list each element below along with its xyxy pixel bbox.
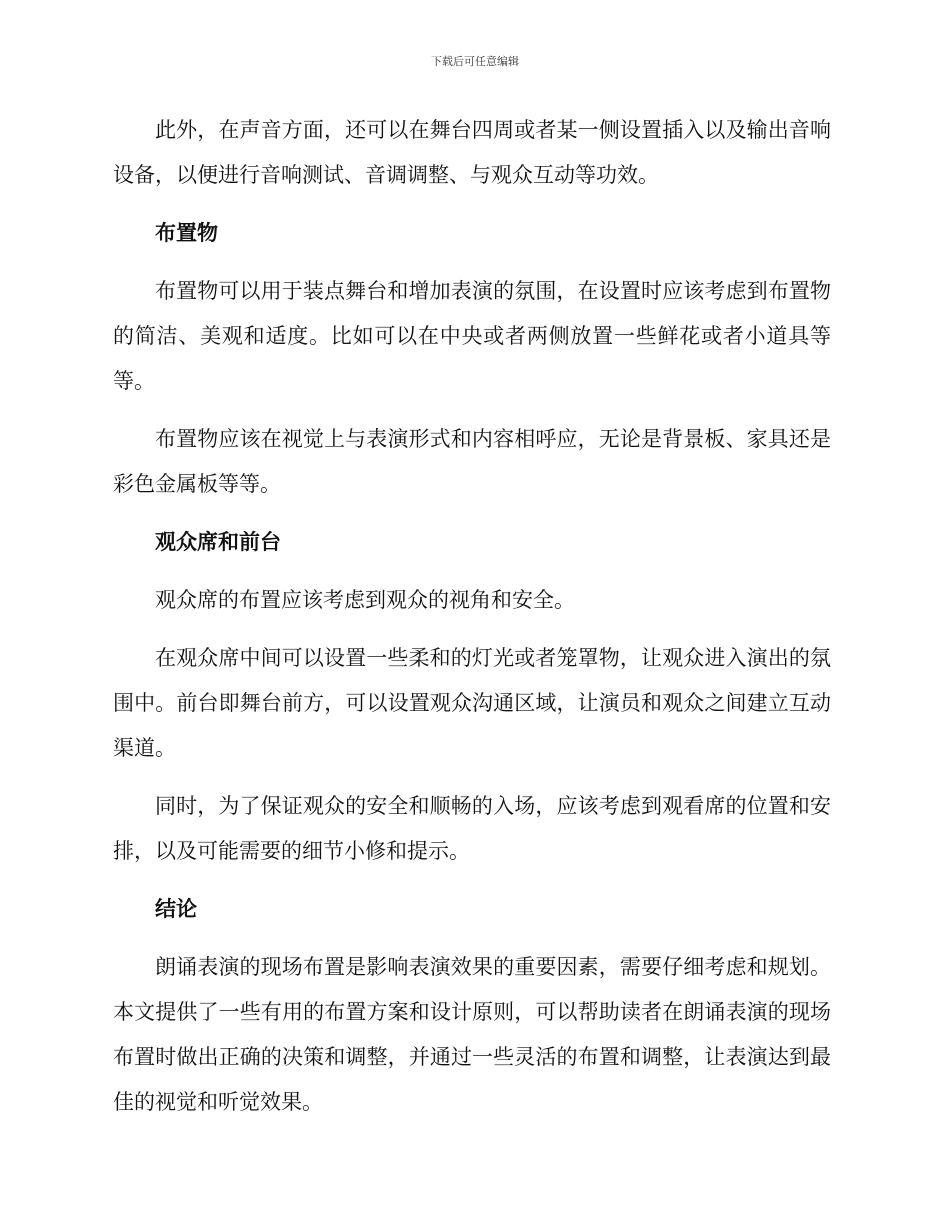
section-heading-audience-front: 观众席和前台	[155, 530, 281, 554]
section-heading-conclusion: 结论	[155, 897, 197, 921]
paragraph-audience-seating: 观众席的布置应该考虑到观众的视角和安全。	[155, 588, 575, 612]
paragraph-audience-safety: 同时，为了保证观众的安全和顺畅的入场，应该考虑到观看席的位置和安排，以及可能需要的细节小修和提示。	[113, 794, 831, 863]
paragraph-decorations-visual: 布置物应该在视觉上与表演形式和内容相呼应，无论是背景板、家具还是彩色金属板等等。	[113, 427, 831, 496]
paragraph-audience-lighting: 在观众席中间可以设置一些柔和的灯光或者笼罩物，让观众进入演出的氛围中。前台即舞台前方，可以设置观众沟通区域，让演员和观众之间建立互动渠道。	[113, 646, 831, 760]
page-header: 下载后可任意编辑	[431, 55, 519, 68]
paragraph-conclusion: 朗诵表演的现场布置是影响表演效果的重要因素，需要仔细考虑和规划。本文提供了一些有用的布置方案和设计原则，可以帮助读者在朗诵表演的现场布置时做出正确的决策和调整，并通过一些灵活的布置和调整，让表演达到最佳的视觉和听觉效果。	[113, 955, 831, 1114]
section-heading-decorations: 布置物	[155, 221, 218, 245]
paragraph-sound-equipment: 此外，在声音方面，还可以在舞台四周或者某一侧设置插入以及输出音响设备，以便进行音响测试、音调调整、与观众互动等功效。	[113, 118, 831, 187]
document-body	[113, 108, 831, 1138]
paragraph-decorations-usage: 布置物可以用于装点舞台和增加表演的氛围，在设置时应该考虑到布置物的简洁、美观和适度。比如可以在中央或者两侧放置一些鲜花或者小道具等等。	[113, 279, 831, 393]
